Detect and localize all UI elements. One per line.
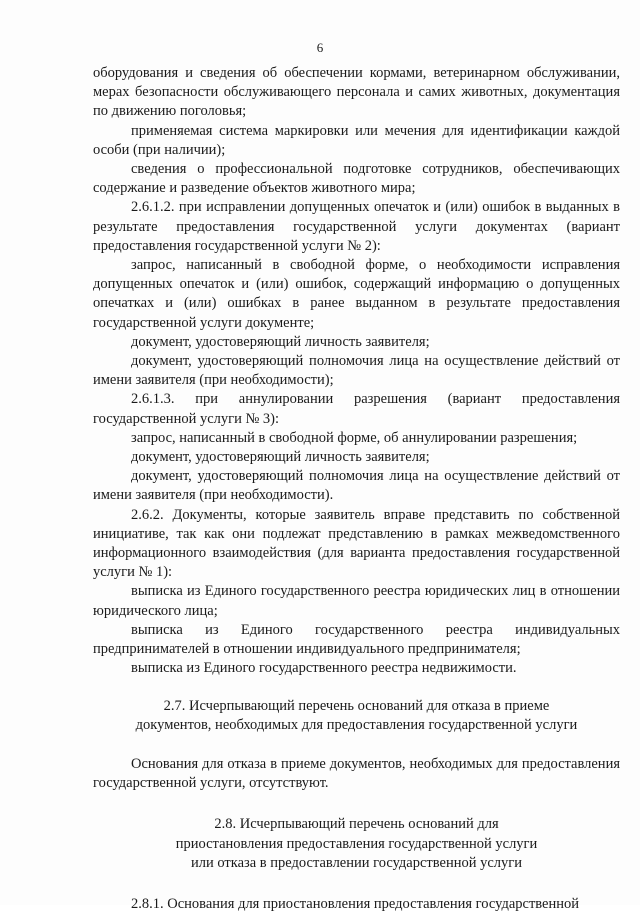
paragraph-2-6-1-3: 2.6.1.3. при аннулировании разрешения (вариант предоставления государственной услуги № 3):	[93, 391, 620, 427]
section-2-8-1-text: 2.8.1. Основания для приостановления предоставления государственной	[131, 895, 580, 912]
section-2-8-heading-line: или отказа в предоставлении государственной услуги	[190, 854, 522, 871]
paragraph-2-6-1-2: 2.6.1.2. при исправлении допущенных опечаток и (или) ошибок в выданных в результате предоставления государственной услуги документах (вариант предоставления государственной услуги № 2):	[93, 199, 620, 254]
paragraph-2-6-2: 2.6.2. Документы, которые заявитель вправе представить по собственной инициативе, так как они подлежат представлению в рамках межведомственного информационного взаимодействия (для варианта предоставления государственной услуги № 1):	[93, 506, 620, 581]
paragraph: применяемая система маркировки или мечения для идентификации каждой особи (при наличии);	[93, 122, 620, 158]
paragraph: запрос, написанный в свободной форме, об аннулировании разрешения;	[131, 429, 578, 446]
paragraph: документ, удостоверяющий полномочия лица на осуществление действий от имени заявителя (при необходимости);	[93, 353, 620, 389]
paragraph: документ, удостоверяющий личность заявителя;	[131, 449, 430, 466]
section-2-7-heading-line: документов, необходимых для предоставления государственной услуги	[135, 716, 578, 733]
paragraph: выписка из Единого государственного реестра индивидуальных предпринимателей в отношении индивидуального предпринимателя;	[93, 621, 620, 658]
paragraph: выписка из Единого государственного реестра недвижимости.	[131, 660, 517, 677]
section-2-8-heading-line: 2.8. Исчерпывающий перечень оснований для	[214, 816, 499, 833]
section-2-8-heading-line: приостановления предоставления государственной услуги	[175, 835, 538, 852]
paragraph: оборудования и сведения об обеспечении кормами, ветеринарном обслуживании, мерах безопасности обслуживающего персонала и самих животных, документация по движению поголовья;	[93, 65, 620, 120]
paragraph: выписка из Единого государственного реестра юридических лиц в отношении юридического лица;	[93, 583, 620, 619]
paragraph: документ, удостоверяющий личность заявителя;	[131, 333, 430, 350]
paragraph: запрос, написанный в свободной форме, о необходимости исправления допущенных опечаток и (или) ошибок, содержащий информацию о допущенных опечатках и (или) ошибках в ранее выданном в результате предоставления государственной услуги документе;	[93, 257, 620, 331]
paragraph: сведения о профессиональной подготовке сотрудников, обеспечивающих содержание и разведение объектов животного мира;	[93, 161, 620, 197]
paragraph: документ, удостоверяющий полномочия лица на осуществление действий от имени заявителя (при необходимости).	[93, 468, 620, 504]
section-2-7-heading-line: 2.7. Исчерпывающий перечень оснований для отказа в приеме	[163, 697, 550, 714]
document-body	[93, 64, 620, 914]
section-2-7-text: Основания для отказа в приеме документов, необходимых для предоставления государственной услуги, отсутствуют.	[93, 755, 620, 792]
page-number: 6	[316, 40, 324, 55]
